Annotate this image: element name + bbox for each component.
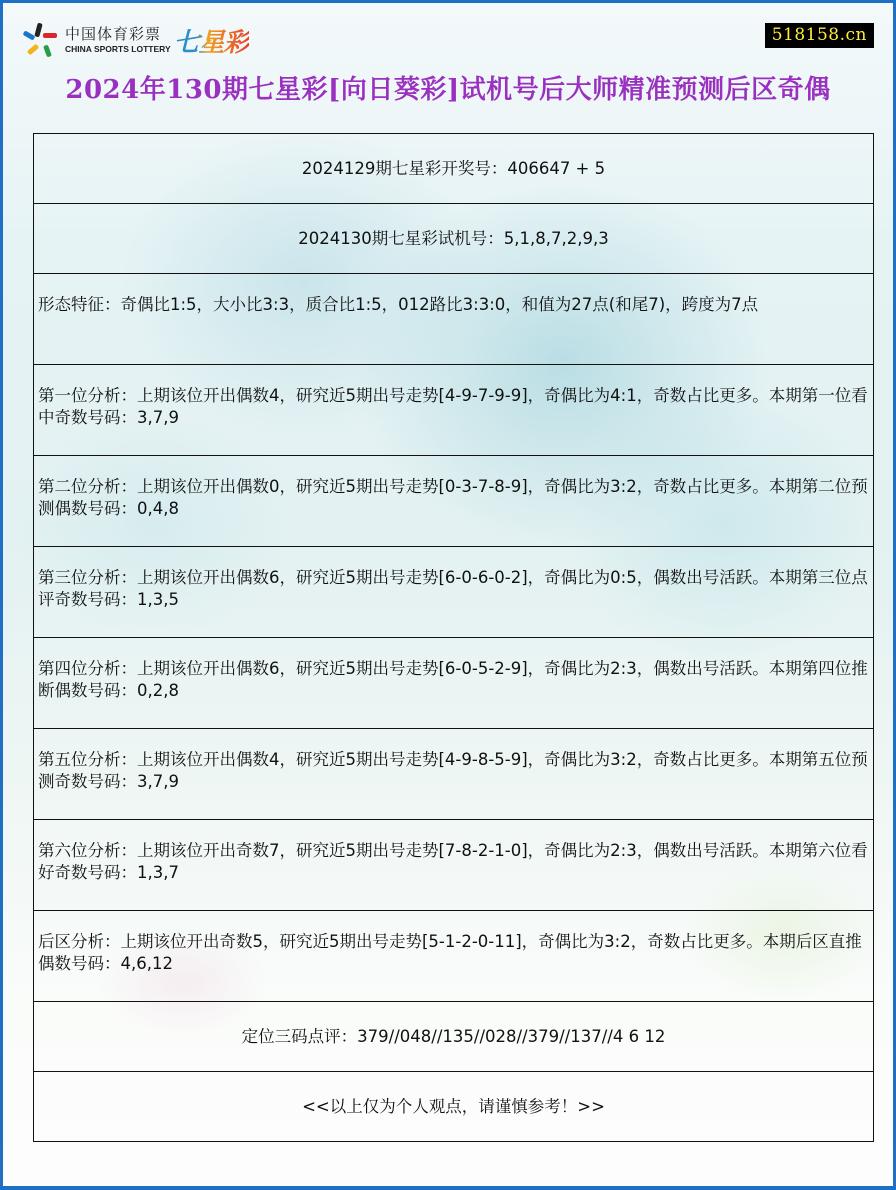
analysis-table	[33, 133, 874, 1142]
pattern-features-cell: 形态特征：奇偶比1:5，大小比3:3，质合比1:5，012路比3:3:0，和值为27点(和尾7)，跨度为7点	[34, 274, 874, 365]
position-3-analysis-cell: 第三位分析：上期该位开出偶数6，研究近5期出号走势[6-0-6-0-2]，奇偶比为0:5，偶数出号活跃。本期第三位点评奇数号码：1,3,5	[34, 547, 874, 638]
table-row	[34, 274, 874, 365]
table-row	[34, 729, 874, 820]
page-frame	[3, 3, 893, 1186]
table-row	[34, 547, 874, 638]
table-row	[34, 1002, 874, 1072]
position-2-analysis-cell: 第二位分析：上期该位开出偶数0，研究近5期出号走势[0-3-7-8-9]，奇偶比为3:2，奇数占比更多。本期第二位预测偶数号码：0,4,8	[34, 456, 874, 547]
table-row	[34, 456, 874, 547]
disclaimer-cell: <<以上仅为个人观点，请谨慎参考！>>	[34, 1072, 874, 1142]
table-row	[34, 1072, 874, 1142]
table-row	[34, 638, 874, 729]
last-draw-cell: 2024129期七星彩开奖号：406647 + 5	[34, 134, 874, 204]
logo-en-name: CHINA SPORTS LOTTERY	[65, 43, 171, 54]
logo-text	[65, 24, 171, 54]
table-row	[34, 204, 874, 274]
site-badge: 518158.cn	[765, 23, 874, 48]
position-1-analysis-cell: 第一位分析：上期该位开出偶数4，研究近5期出号走势[4-9-7-9-9]，奇偶比为4:1，奇数占比更多。本期第一位看中奇数号码：3,7,9	[34, 365, 874, 456]
position-6-analysis-cell: 第六位分析：上期该位开出奇数7，研究近5期出号走势[7-8-2-1-0]，奇偶比为2:3，偶数出号活跃。本期第六位看好奇数号码：1,3,7	[34, 820, 874, 911]
table-row	[34, 134, 874, 204]
logo-game-name: 七星彩	[174, 22, 249, 59]
page-title: 2024年130期七星彩[向日葵彩]试机号后大师精准预测后区奇偶	[65, 75, 831, 105]
china-sports-lottery-mark-icon	[21, 21, 61, 59]
trial-numbers-cell: 2024130期七星彩试机号：5,1,8,7,2,9,3	[34, 204, 874, 274]
table-row	[34, 365, 874, 456]
lottery-logo	[21, 21, 249, 59]
logo-cn-name: 中国体育彩票	[65, 24, 162, 43]
position-5-analysis-cell: 第五位分析：上期该位开出偶数4，研究近5期出号走势[4-9-8-5-9]，奇偶比为3:2，奇数占比更多。本期第五位预测奇数号码：3,7,9	[34, 729, 874, 820]
three-code-summary-cell: 定位三码点评：379//048//135//028//379//137//4 6 12	[34, 1002, 874, 1072]
position-4-analysis-cell: 第四位分析：上期该位开出偶数6，研究近5期出号走势[6-0-5-2-9]，奇偶比为2:3，偶数出号活跃。本期第四位推断偶数号码：0,2,8	[34, 638, 874, 729]
table-row	[34, 911, 874, 1002]
back-zone-analysis-cell: 后区分析：上期该位开出奇数5，研究近5期出号走势[5-1-2-0-11]，奇偶比为3:2，奇数占比更多。本期后区直推偶数号码：4,6,12	[34, 911, 874, 1002]
table-row	[34, 820, 874, 911]
